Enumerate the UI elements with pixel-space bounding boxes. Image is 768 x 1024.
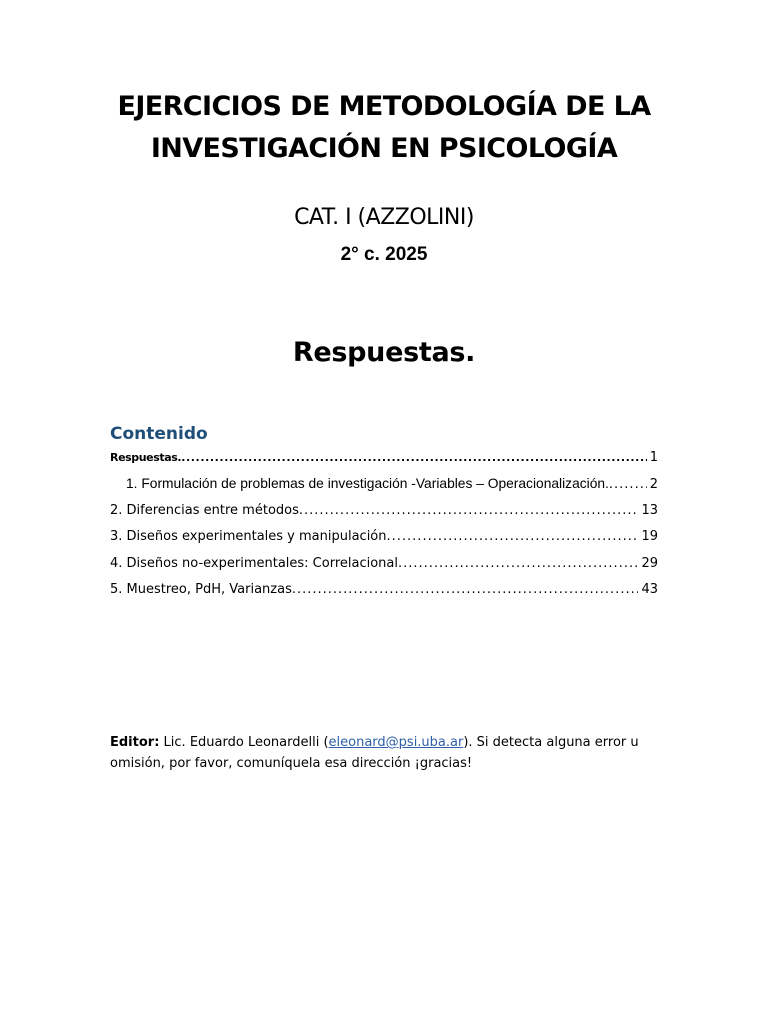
document-title-line1: EJERCICIOS DE METODOLOGÍA DE LA [117, 91, 651, 122]
editor-email-link[interactable]: eleonard@psi.uba.ar [328, 735, 464, 750]
toc-leader [398, 556, 638, 571]
answers-heading: Respuestas. [292, 337, 476, 368]
toc-entry-diferencias[interactable] [110, 503, 658, 530]
document-subtitle: CAT. I (AZZOLINI) [294, 205, 474, 230]
document-title-line2: INVESTIGACIÓN EN PSICOLOGÍA [150, 133, 618, 164]
toc-entry-text: Respuestas. [110, 451, 182, 464]
toc-entry-text: 5. Muestreo, PdH, Varianzas [110, 582, 292, 598]
toc-leader [292, 582, 639, 597]
toc-entry-page: 2 [649, 477, 658, 492]
toc-entry-page: 13 [641, 502, 658, 518]
editor-label: Editor: [110, 735, 160, 750]
toc-leader [387, 529, 639, 544]
toc-heading: Contenido [110, 424, 208, 444]
editor-name: Lic. Eduardo Leonardelli ( [163, 735, 329, 750]
toc-entry-disenos-no-experimentales[interactable] [110, 556, 658, 583]
editor-note [110, 732, 658, 774]
toc-entry-muestreo[interactable] [110, 582, 658, 609]
toc-entry-text: 3. Diseños experimentales y manipulación [110, 529, 387, 545]
toc-entry-page: 19 [641, 529, 658, 545]
toc-entry-page: 1 [649, 450, 658, 465]
toc-entry-respuestas[interactable] [110, 450, 658, 476]
toc-leader [299, 503, 639, 518]
toc-leader [609, 477, 647, 492]
toc-entry-formulacion[interactable] [110, 476, 658, 503]
document-title [60, 86, 708, 170]
toc-leader [181, 451, 647, 464]
editor-message: ). Si detecta alguna error u omisión, por favor, comuníquela esa dirección ¡gracias! [110, 735, 639, 771]
toc-entry-text: 2. Diferencias entre métodos [110, 502, 299, 518]
toc-entry-disenos-experimentales[interactable] [110, 529, 658, 556]
document-term: 2° c. 2025 [340, 244, 428, 265]
table-of-contents [110, 450, 658, 609]
toc-entry-text: 1. Formulación de problemas de investigación -Variables – Operacionalización. [126, 476, 609, 491]
toc-entry-text: 4. Diseños no-experimentales: Correlacional [110, 555, 398, 571]
toc-entry-page: 29 [641, 555, 658, 571]
toc-entry-page: 43 [641, 582, 658, 598]
